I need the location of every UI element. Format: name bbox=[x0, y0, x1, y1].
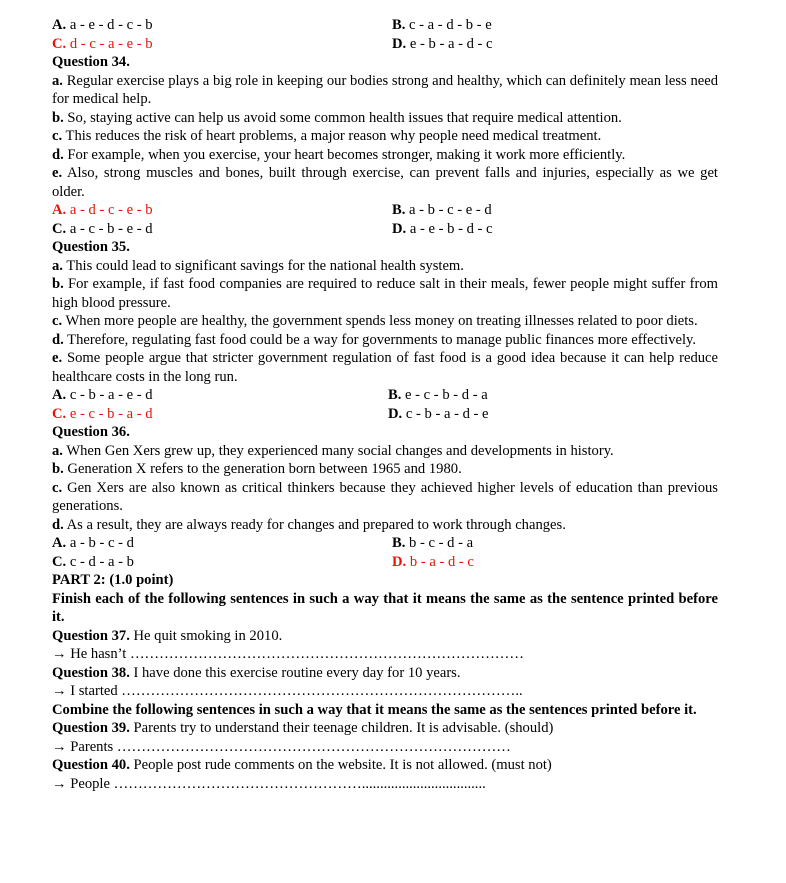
q36-item-c: c. Gen Xers are also known as critical thinkers because they achieved higher levels of education than previous generations. bbox=[52, 479, 718, 514]
q40 bbox=[52, 756, 718, 775]
q35-title: Question 35. bbox=[52, 239, 130, 255]
q40-title: Question 40. bbox=[52, 757, 130, 773]
q39-text: Parents try to understand their teenage children. It is advisable. (should) bbox=[129, 720, 554, 736]
q35-item-d: d. Therefore, regulating fast food could be a way for governments to manage public finances more effectively. bbox=[52, 331, 697, 348]
q34-option-b: B. a - b - c - e - d bbox=[392, 202, 492, 218]
q35-option-a: A. c - b - a - e - d bbox=[52, 387, 153, 403]
q37-text: He quit smoking in 2010. bbox=[129, 627, 283, 644]
part2-instruction-1: Finish each of the following sentences in such a way that it means the same as the sentence printed before it. bbox=[52, 590, 718, 625]
q34-item-a: a. Regular exercise plays a big role in keeping our bodies strong and healthy, which can definitely mean less need for medical help. bbox=[52, 72, 718, 107]
q39 bbox=[52, 719, 718, 738]
q36-option-c: C. c - d - a - b bbox=[52, 553, 134, 570]
q34-option-a: A. a - d - c - e - b bbox=[52, 202, 153, 218]
q36-options-row-1 bbox=[52, 534, 718, 553]
q38-title: Question 38. bbox=[52, 664, 130, 681]
q40-answer-line: → People …………………………………………….................................. bbox=[52, 775, 486, 792]
q37-answer-line: → He hasn’t ……………………………………………………………………… bbox=[52, 646, 524, 662]
q33-options-row-2 bbox=[52, 35, 718, 54]
part2-heading: PART 2: (1.0 point) bbox=[52, 572, 174, 588]
q34-items bbox=[52, 72, 718, 202]
q35-option-c: C. e - c - b - a - d bbox=[52, 405, 153, 422]
q35-item-a: a. This could lead to significant savings for the national health system. bbox=[52, 257, 464, 274]
q33-option-a: A. a - e - d - c - b bbox=[52, 17, 153, 33]
q38 bbox=[52, 664, 718, 683]
q35-item-e: e. Some people argue that stricter government regulation of fast food is a good idea because it can help reduce healthcare costs in the long run. bbox=[52, 350, 718, 385]
q34-options-row-2 bbox=[52, 220, 718, 239]
q36-options-row-2 bbox=[52, 553, 718, 572]
q39-title: Question 39. bbox=[52, 720, 130, 736]
q33-options-row-1 bbox=[52, 16, 718, 35]
q34-option-d: D. a - e - b - d - c bbox=[392, 220, 493, 237]
q34-item-b: b. So, staying active can help us avoid some common health issues that require medical attention. bbox=[52, 109, 622, 126]
q36-item-a: a. When Gen Xers grew up, they experienced many social changes and developments in history. bbox=[52, 442, 614, 459]
q40-text: People post rude comments on the website. It is not allowed. (must not) bbox=[129, 757, 552, 773]
q35-options-row-2 bbox=[52, 405, 718, 424]
q34-option-c: C. a - c - b - e - d bbox=[52, 220, 153, 237]
q33-option-b: B. c - a - d - b - e bbox=[392, 17, 492, 33]
q34-item-e: e. Also, strong muscles and bones, built through exercise, can prevent falls and injuries, especially as we get older. bbox=[52, 165, 718, 200]
q37 bbox=[52, 627, 718, 646]
q35-option-b: B. e - c - b - d - a bbox=[388, 387, 488, 403]
q34-item-c: c. This reduces the risk of heart problems, a major reason why people need medical treatment. bbox=[52, 128, 602, 144]
q37-title: Question 37. bbox=[52, 627, 130, 644]
part2-instruction-2: Combine the following sentences in such a way that it means the same as the sentences printed before it. bbox=[52, 701, 697, 718]
q35-items bbox=[52, 257, 718, 387]
q33-option-d: D. e - b - a - d - c bbox=[392, 35, 493, 52]
q38-text: I have done this exercise routine every day for 10 years. bbox=[129, 664, 461, 681]
worksheet-page bbox=[52, 16, 718, 793]
q38-answer-line: → I started ……………………………………………………………………….. bbox=[52, 683, 523, 699]
q33-option-c: C. d - c - a - e - b bbox=[52, 35, 153, 52]
q36-option-d: D. b - a - d - c bbox=[392, 553, 474, 570]
q34-title: Question 34. bbox=[52, 54, 130, 70]
q36-title: Question 36. bbox=[52, 424, 130, 440]
q34-item-d: d. For example, when you exercise, your heart becomes stronger, making it work more efficiently. bbox=[52, 146, 626, 163]
q39-answer-line: → Parents ……………………………………………………………………… bbox=[52, 738, 511, 755]
q36-option-a: A. a - b - c - d bbox=[52, 535, 134, 551]
q35-options-row-1 bbox=[52, 386, 718, 405]
q36-item-b: b. Generation X refers to the generation born between 1965 and 1980. bbox=[52, 461, 462, 477]
q35-option-d: D. c - b - a - d - e bbox=[388, 405, 489, 422]
q35-item-c: c. When more people are healthy, the government spends less money on treating illnesses related to poor diets. bbox=[52, 313, 698, 329]
q35-item-b: b. For example, if fast food companies are required to reduce salt in their meals, fewer people might suffer from high blood pressure. bbox=[52, 276, 718, 311]
q36-option-b: B. b - c - d - a bbox=[392, 535, 474, 551]
q34-options-row-1 bbox=[52, 201, 718, 220]
q36-item-d: d. As a result, they are always ready for changes and prepared to work through changes. bbox=[52, 516, 566, 533]
q36-items bbox=[52, 442, 718, 535]
